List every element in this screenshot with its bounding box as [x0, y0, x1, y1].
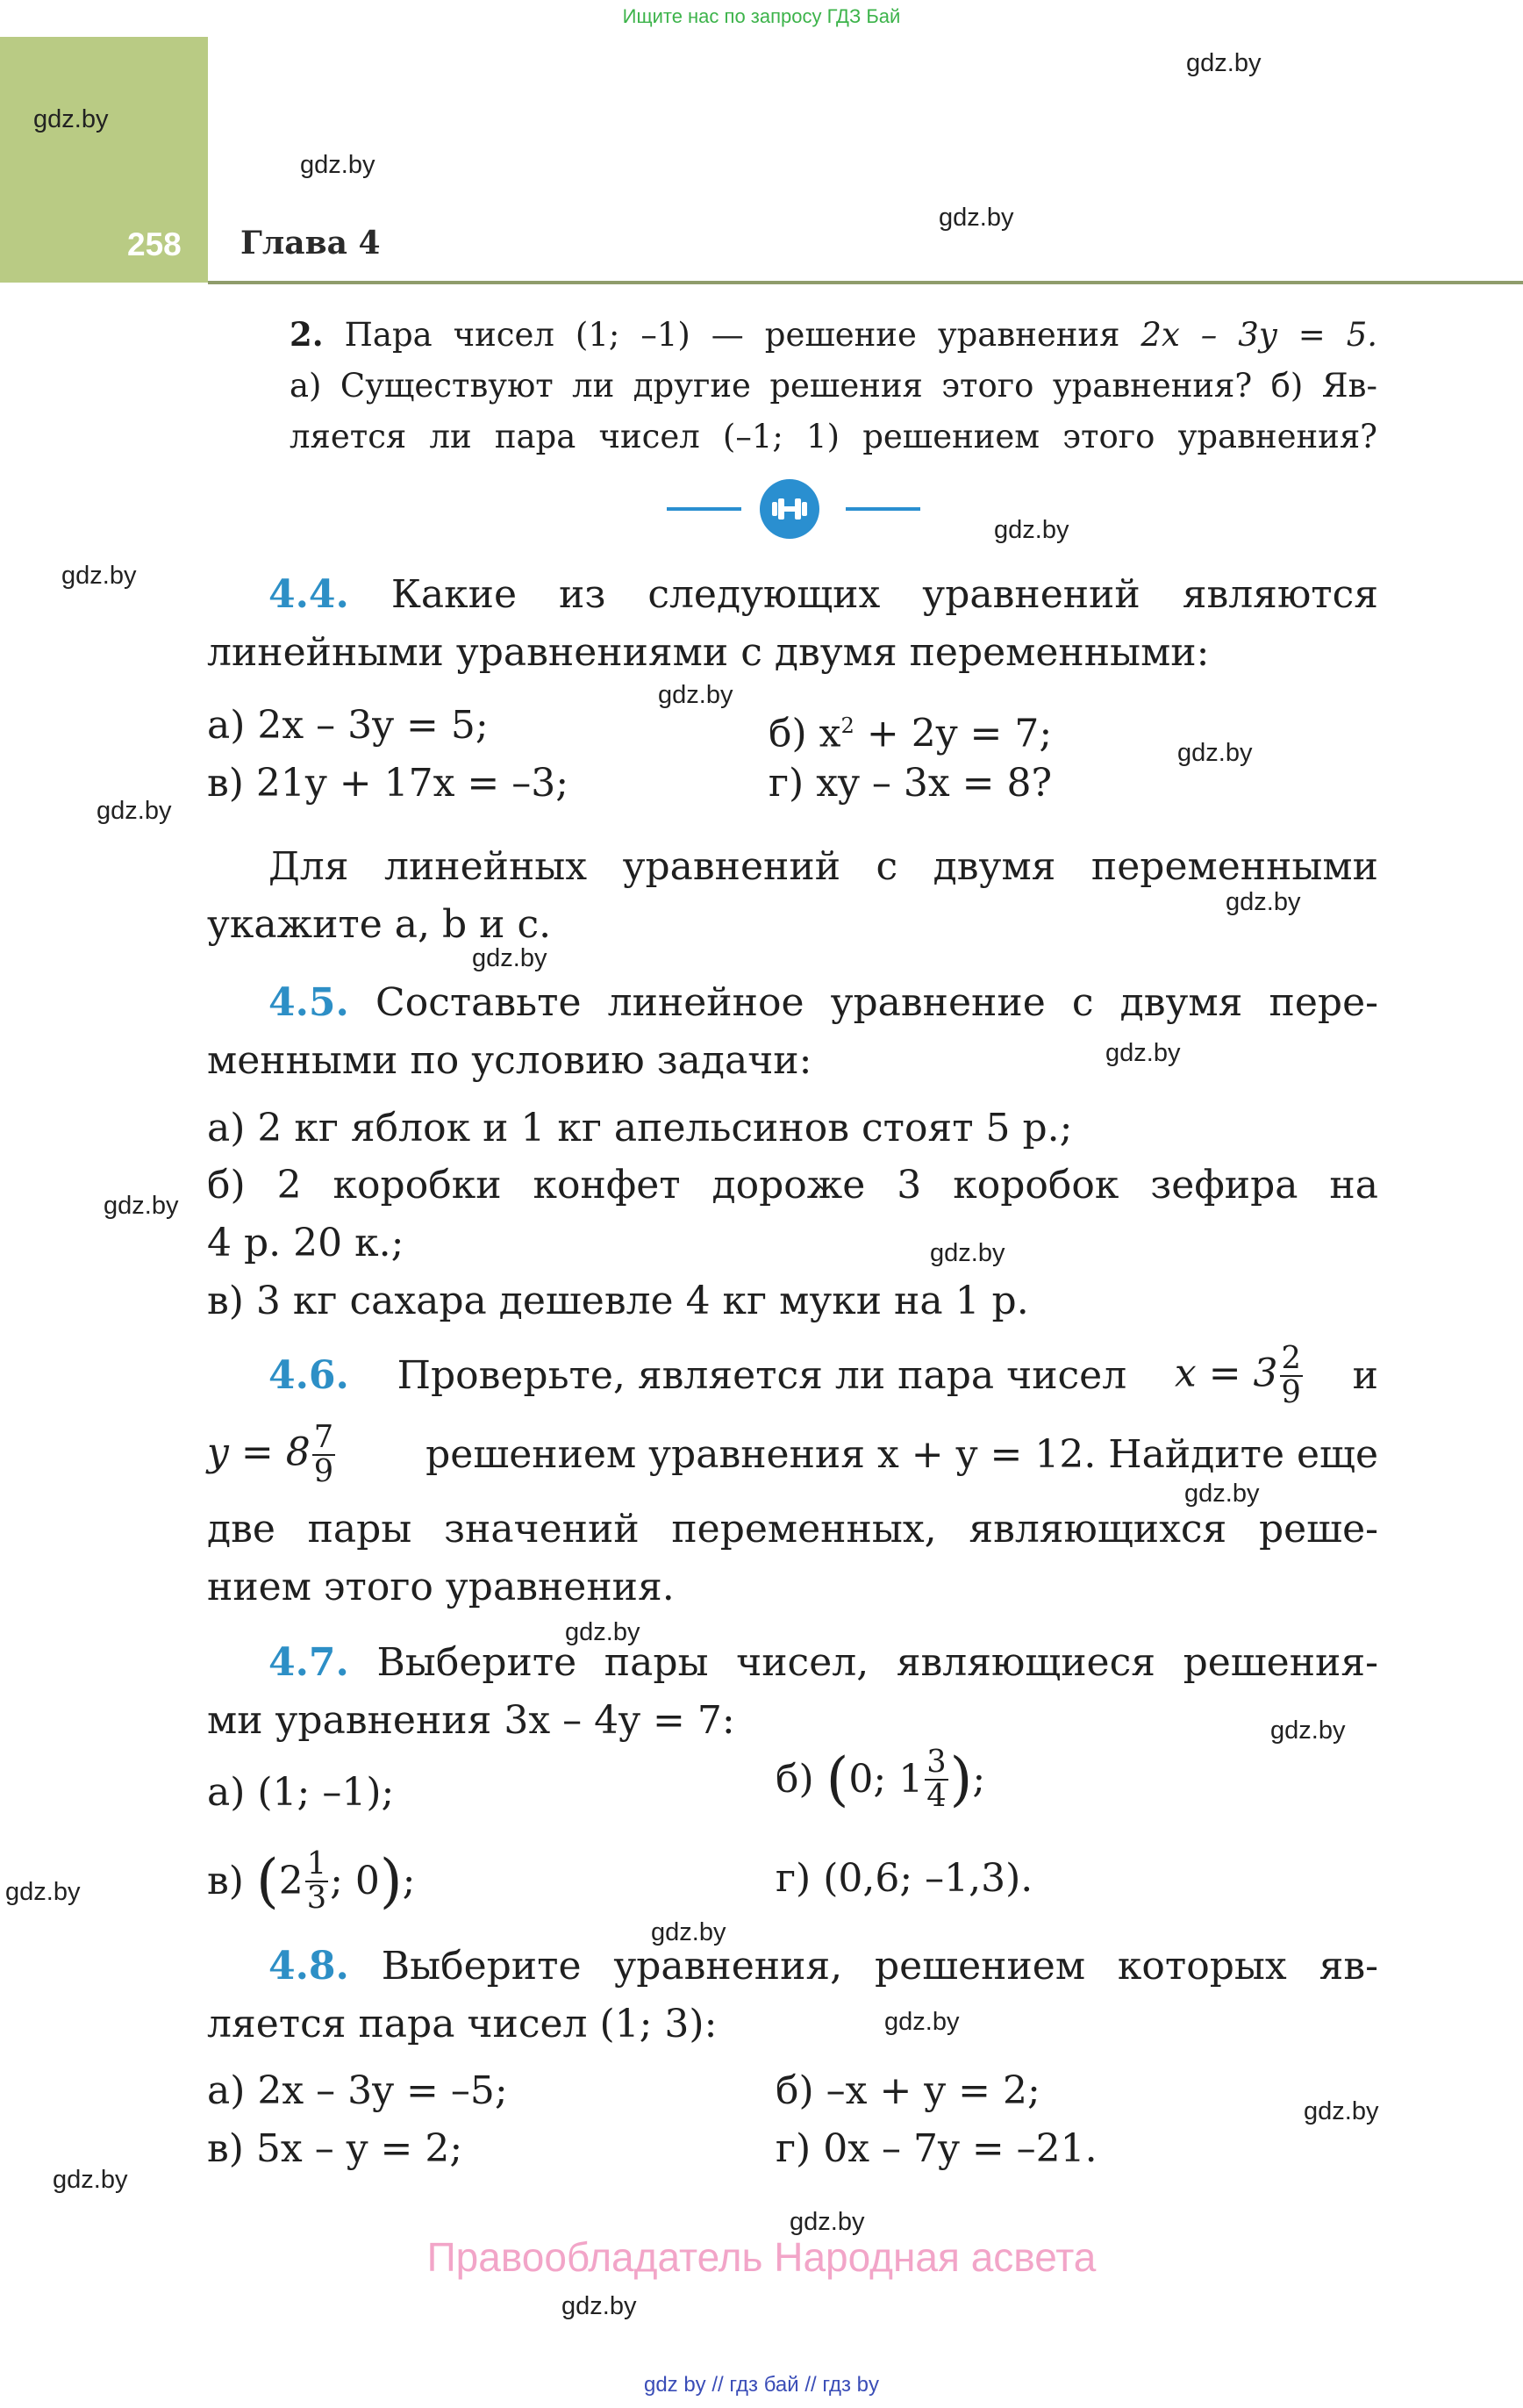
option-g: г) 0x – 7y = –21.	[776, 2126, 1098, 2171]
exercise-text: Составьте линейное уравнение с двумя пере-	[375, 980, 1378, 1025]
watermark: gdz.by	[1184, 1480, 1260, 1508]
exercise-text: ляется пара чисел (1; 3):	[207, 2002, 718, 2046]
exercise-text: решением уравнения x + y = 12. Найдите еще	[425, 1431, 1378, 1477]
exercise-number: 4.6.	[268, 1352, 349, 1398]
watermark: gdz.by	[930, 1239, 1005, 1267]
watermark: gdz.by	[1186, 49, 1262, 77]
watermark: gdz.by	[1270, 1716, 1346, 1745]
copyright-notice: Правообладатель Народная асвета	[426, 2234, 1097, 2280]
watermark: gdz.by	[658, 681, 733, 709]
exercise-4-7	[207, 1634, 1378, 1750]
exercise-4-4-note	[207, 838, 1378, 954]
paren-right: )	[949, 1745, 973, 1813]
exercise-text: Выберите пары чисел, являющиеся решения-	[376, 1640, 1378, 1685]
exercise-number: 4.5.	[268, 980, 349, 1025]
option-label: в)	[207, 1858, 244, 1903]
option-g: г) xy – 3x = 8?	[769, 761, 1053, 806]
watermark: gdz.by	[104, 1192, 179, 1220]
x-equation: x = 3	[1174, 1351, 1278, 1396]
denominator: 9	[313, 1452, 334, 1489]
exercise-4-6-line2	[207, 1419, 1378, 1489]
option-a: а) 2x – 3y = 5;	[207, 703, 489, 748]
page-number: 258	[127, 226, 182, 262]
numerator: 2	[1281, 1340, 1301, 1376]
exercise-text: менными по условию задачи:	[207, 1038, 812, 1083]
fraction	[925, 1746, 947, 1813]
exercise-text: ми уравнения 3x – 4y = 7:	[207, 1698, 735, 1743]
note-line: Для линейных уравнений с двумя переменными	[268, 844, 1378, 889]
exercise-number: 4.8.	[268, 1944, 349, 1989]
note-line: укажите a, b и c.	[207, 902, 552, 947]
exercise-4-5	[207, 974, 1378, 1090]
exercise-number: 4.7.	[268, 1640, 349, 1685]
numerator: 1	[306, 1845, 327, 1881]
intro-number: 2.	[290, 315, 324, 354]
option-v: в) 5x – y = 2;	[207, 2126, 463, 2171]
watermark: gdz.by	[561, 2292, 637, 2320]
y-value	[207, 1419, 337, 1489]
option-b-prefix: б)	[769, 711, 819, 756]
option-g: г) (0,6; –1,3).	[776, 1856, 1033, 1901]
watermark: gdz.by	[565, 1618, 640, 1646]
exercise-text: Проверьте, является ли пара чисел	[397, 1352, 1127, 1398]
denominator: 9	[1281, 1373, 1301, 1410]
and-word: и	[1352, 1352, 1378, 1398]
option-a: а) 2 кг яблок и 1 кг апельсинов стоят 5 р.;	[207, 1106, 1073, 1150]
option-b-line: б) 2 коробки конфет дороже 3 коробок зефира на	[207, 1163, 1378, 1208]
option-b: б) –x + y = 2;	[776, 2068, 1040, 2113]
intro-equation: 2x – 3y = 5.	[1140, 316, 1377, 354]
exercise-text: две пары значений переменных, являющихся реше-	[207, 1507, 1378, 1552]
paren-left: (	[255, 1846, 279, 1915]
exercise-4-6-line1	[268, 1340, 1378, 1410]
option-b-exponent: 2	[840, 713, 854, 738]
option-b: б) ( 0; 1 $\frac{3}{4}$ ) ;	[776, 1744, 986, 1814]
chapter-title: Глава 4	[240, 225, 381, 262]
paren-left: (	[826, 1745, 849, 1813]
watermark: gdz.by	[61, 562, 137, 590]
watermark: gdz.by	[1226, 888, 1301, 916]
y-equation: y = 8	[207, 1430, 311, 1475]
watermark: gdz.by	[790, 2208, 865, 2236]
exercise-text: линейными уравнениями с двумя переменными:	[207, 630, 1210, 675]
option-v: в) ( 2 $\frac{1}{3}$ ; 0 ) ;	[207, 1845, 416, 1916]
exercise-text: Какие из следующих уравнений являются	[390, 572, 1378, 617]
option-tail: ; 0	[330, 1858, 380, 1903]
option-label: б)	[776, 1756, 814, 1802]
option-b	[207, 1157, 1378, 1215]
numerator: 3	[926, 1744, 947, 1780]
intro-text: Пара чисел (1; –1) — решение уравнения	[344, 316, 1120, 354]
exercise-text: нием этого уравнения.	[207, 1565, 675, 1609]
option-a: а) (1; –1);	[207, 1770, 395, 1815]
watermark: gdz.by	[33, 105, 109, 133]
header-divider	[208, 281, 1523, 284]
watermark: gdz.by	[1177, 739, 1253, 767]
top-banner[interactable]: Ищите нас по запросу ГДЗ Бай	[622, 5, 901, 27]
watermark: gdz.by	[994, 516, 1069, 544]
watermark: gdz.by	[651, 1918, 726, 1946]
watermark: gdz.by	[300, 151, 375, 179]
option-body: 0; 1	[848, 1756, 924, 1802]
exercise-4-8	[207, 1938, 1378, 2053]
watermark: gdz.by	[5, 1878, 81, 1906]
x-fraction	[1280, 1340, 1303, 1410]
watermark: gdz.by	[884, 2008, 960, 2036]
option-v: в) 21y + 17x = –3;	[207, 761, 569, 806]
dumbbell-icon	[760, 479, 819, 539]
watermark: gdz.by	[472, 944, 547, 972]
y-fraction	[312, 1419, 335, 1489]
option-b-line: 4 р. 20 к.;	[207, 1221, 404, 1265]
exercise-text: Выберите уравнения, решением которых яв-	[381, 1944, 1378, 1989]
option-b-rest: + 2y = 7;	[854, 711, 1053, 756]
fraction	[305, 1845, 328, 1916]
denominator: 3	[306, 1879, 327, 1916]
watermark: gdz.by	[1304, 2097, 1379, 2125]
divider-line-left	[667, 507, 741, 511]
x-value	[1174, 1340, 1305, 1410]
intro-line: а) Существуют ли другие решения этого уравнения? б) Яв-	[290, 367, 1377, 405]
denominator: 4	[926, 1777, 947, 1814]
divider-line-right	[846, 507, 920, 511]
intro-line: ляется ли пара чисел (–1; 1) решением этого уравнения?	[290, 418, 1377, 455]
exercise-number: 4.4.	[268, 572, 349, 617]
footer-links[interactable]: gdz by // гдз бай // гдз by	[643, 2373, 880, 2397]
option-v: в) 3 кг сахара дешевле 4 кг муки на 1 р.	[207, 1279, 1029, 1323]
option-b	[769, 697, 1052, 763]
watermark: gdz.by	[97, 797, 172, 825]
paren-right: )	[379, 1846, 403, 1915]
option-body: 2	[278, 1858, 304, 1903]
watermark: gdz.by	[939, 204, 1014, 232]
numerator: 7	[313, 1419, 334, 1455]
intro-question	[290, 309, 1377, 462]
option-a: а) 2x – 3y = –5;	[207, 2068, 508, 2113]
option-b-var: x	[819, 711, 841, 756]
exercise-4-4	[207, 566, 1378, 682]
watermark: gdz.by	[1105, 1039, 1181, 1067]
watermark: gdz.by	[53, 2166, 128, 2194]
exercise-4-6-rest	[207, 1501, 1378, 1616]
